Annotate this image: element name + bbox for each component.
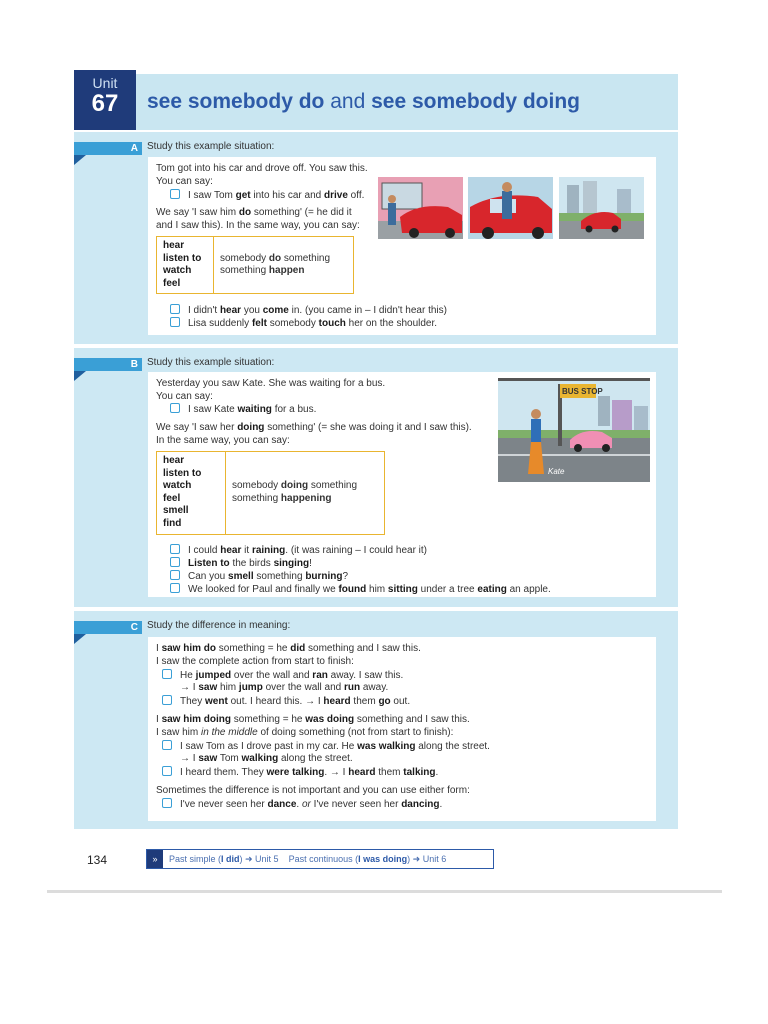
bus-stop-sign-text: BUS STOP bbox=[562, 387, 603, 396]
section-a bbox=[74, 132, 678, 344]
page-title: see somebody do and see somebody doing bbox=[147, 90, 580, 113]
b-example-3: Listen to the birds singing! bbox=[170, 557, 312, 571]
b-we-say-1: We say 'I saw her doing something' (= she was doing it and I saw this). bbox=[156, 422, 472, 433]
c-line6: I saw him doing something = he was doing something and I saw this. bbox=[156, 714, 470, 725]
b-example-4: Can you smell something burning? bbox=[170, 570, 348, 584]
a-verb-list: hear listen to watch feel bbox=[157, 237, 214, 294]
xref-past-continuous[interactable]: Past continuous (I was doing) ➜ Unit 6 bbox=[288, 854, 447, 864]
unit-label: Unit bbox=[92, 75, 118, 91]
unit-number: 67 bbox=[91, 90, 119, 117]
section-b bbox=[74, 348, 678, 607]
b-verb-list: hear listen to watch feel smell find bbox=[157, 452, 226, 535]
a-we-say-2: and I saw this). In the same way, you can say: bbox=[156, 220, 360, 231]
a-we-say-1: We say 'I saw him do something' (= he did it bbox=[156, 207, 352, 218]
a-example-3: Lisa suddenly felt somebody touch her on the shoulder. bbox=[170, 317, 437, 331]
c-line3: He jumped over the wall and ran away. I saw this. bbox=[162, 669, 403, 683]
c-line2: I saw the complete action from start to finish: bbox=[156, 656, 354, 667]
bullet-box-icon bbox=[162, 766, 172, 776]
page-number: 134 bbox=[87, 853, 108, 867]
bullet-box-icon bbox=[162, 695, 172, 705]
c-line10: I heard them. They were talking. → I heard them talking. bbox=[162, 766, 438, 780]
c-line1: I saw him do something = he did something and I saw this. bbox=[156, 643, 421, 654]
section-a-panel bbox=[148, 157, 656, 335]
kate-caption: Kate bbox=[548, 467, 565, 476]
garage-scene-icon bbox=[378, 177, 463, 239]
section-a-tab: A bbox=[74, 142, 142, 155]
c-line11: Sometimes the difference is not important and you can use either form: bbox=[156, 785, 470, 796]
b-example-5: We looked for Paul and finally we found him sitting under a tree eating an apple. bbox=[170, 583, 551, 597]
a-verb-table bbox=[156, 236, 354, 294]
c-line7: I saw him in the middle of doing something (not from start to finish): bbox=[156, 727, 454, 738]
b-we-say-2: In the same way, you can say: bbox=[156, 435, 290, 446]
cross-reference-icon: » bbox=[147, 850, 163, 868]
bullet-box-icon bbox=[170, 189, 180, 199]
page-divider bbox=[47, 890, 722, 893]
bullet-box-icon bbox=[162, 798, 172, 808]
c-line4: → I saw him jump over the wall and run away. bbox=[180, 682, 389, 693]
b-example-2: I could hear it raining. (it was raining – I could hear it) bbox=[170, 544, 427, 558]
bus-stop-illustration bbox=[498, 378, 650, 482]
bullet-box-icon bbox=[162, 669, 172, 679]
section-c-panel bbox=[148, 637, 656, 821]
bullet-box-icon bbox=[170, 557, 180, 567]
bullet-box-icon bbox=[170, 583, 180, 593]
section-b-panel bbox=[148, 372, 656, 597]
b-line2: You can say: bbox=[156, 391, 213, 402]
bullet-box-icon bbox=[170, 544, 180, 554]
c-line5: They went out. I heard this. → I heard them go out. bbox=[162, 695, 410, 709]
title-bar bbox=[136, 74, 678, 130]
section-c-tab: C bbox=[74, 621, 142, 634]
a-example-1: I saw Tom get into his car and drive off. bbox=[170, 189, 364, 203]
a-verb-pattern: somebody do something something happen bbox=[214, 237, 354, 294]
section-b-tab: B bbox=[74, 358, 142, 371]
cross-reference-bar[interactable] bbox=[146, 849, 494, 869]
car-driving-off-icon bbox=[559, 177, 644, 239]
bullet-box-icon bbox=[162, 740, 172, 750]
car-illustration bbox=[378, 177, 648, 242]
b-line1: Yesterday you saw Kate. She was waiting for a bus. bbox=[156, 378, 386, 389]
a-example-2: I didn't hear you come in. (you came in – I didn't hear this) bbox=[170, 304, 447, 318]
man-at-car-icon bbox=[468, 177, 553, 239]
a-line1: Tom got into his car and drove off. You saw this. bbox=[156, 163, 368, 174]
c-line12: I've never seen her dance. or I've never seen her dancing. bbox=[162, 798, 442, 812]
unit-badge bbox=[74, 70, 136, 130]
section-a-intro: Study this example situation: bbox=[147, 141, 275, 152]
b-verb-pattern: somebody doing something something happening bbox=[226, 452, 385, 535]
bullet-box-icon bbox=[170, 570, 180, 580]
bullet-box-icon bbox=[170, 304, 180, 314]
bullet-box-icon bbox=[170, 317, 180, 327]
a-line2: You can say: bbox=[156, 176, 213, 187]
section-c bbox=[74, 611, 678, 829]
c-line8: I saw Tom as I drove past in my car. He was walking along the street. bbox=[162, 740, 490, 754]
b-example-1: I saw Kate waiting for a bus. bbox=[170, 403, 316, 417]
section-c-intro: Study the difference in meaning: bbox=[147, 620, 291, 631]
c-line9: → I saw Tom walking along the street. bbox=[180, 753, 353, 764]
b-verb-table bbox=[156, 451, 385, 535]
xref-past-simple[interactable]: Past simple (I did) ➜ Unit 5 bbox=[169, 854, 279, 864]
bullet-box-icon bbox=[170, 403, 180, 413]
section-b-intro: Study this example situation: bbox=[147, 357, 275, 368]
